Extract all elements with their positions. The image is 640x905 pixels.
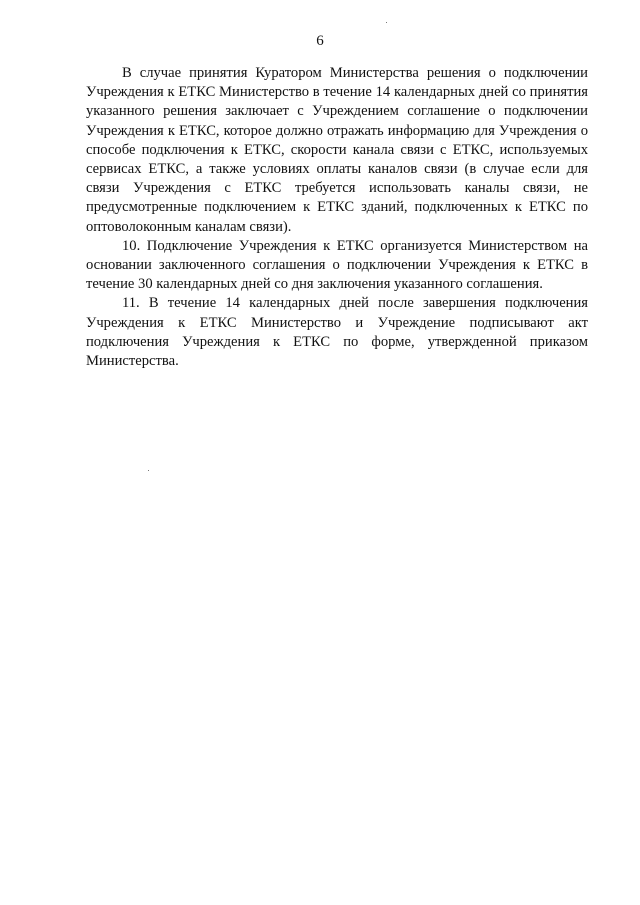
paragraph-11: 11. В течение 14 календарных дней после завершения подключения Учреждения к ЕТКС Министерство и Учреждение подписывают акт подключения Учреждения к ЕТКС по форме, утвержденной приказом Министерства. [86,295,588,370]
document-body [86,64,588,371]
paragraph-connection-agreement: В случае принятия Куратором Министерства решения о подключении Учреждения к ЕТКС Министерство в течение 14 календарных дней со принятия указанного решения заключает с Учреждением соглашение о подключении Учреждения к ЕТКС, которое должно отражать информацию для Учреждения о способе подключения к ЕТКС, скорости канала связи с ЕТКС, используемых сервисах ЕТКС, а также условиях оплаты каналов связи (в случае если для связи Учреждения с ЕТКС требуется использовать каналы связи, не предусмотренные подключением к ЕТКС зданий, подключенных к ЕТКС по оптоволоконным каналам связи). [86,65,588,235]
page-number: 6 [316,33,324,49]
paragraph-10: 10. Подключение Учреждения к ЕТКС организуется Министерством на основании заключенного соглашения о подключении Учреждения к ЕТКС в течение 30 календарных дней со дня заключения указанного соглашения. [86,237,588,293]
scan-speck [148,470,149,471]
scan-speck [386,22,387,23]
